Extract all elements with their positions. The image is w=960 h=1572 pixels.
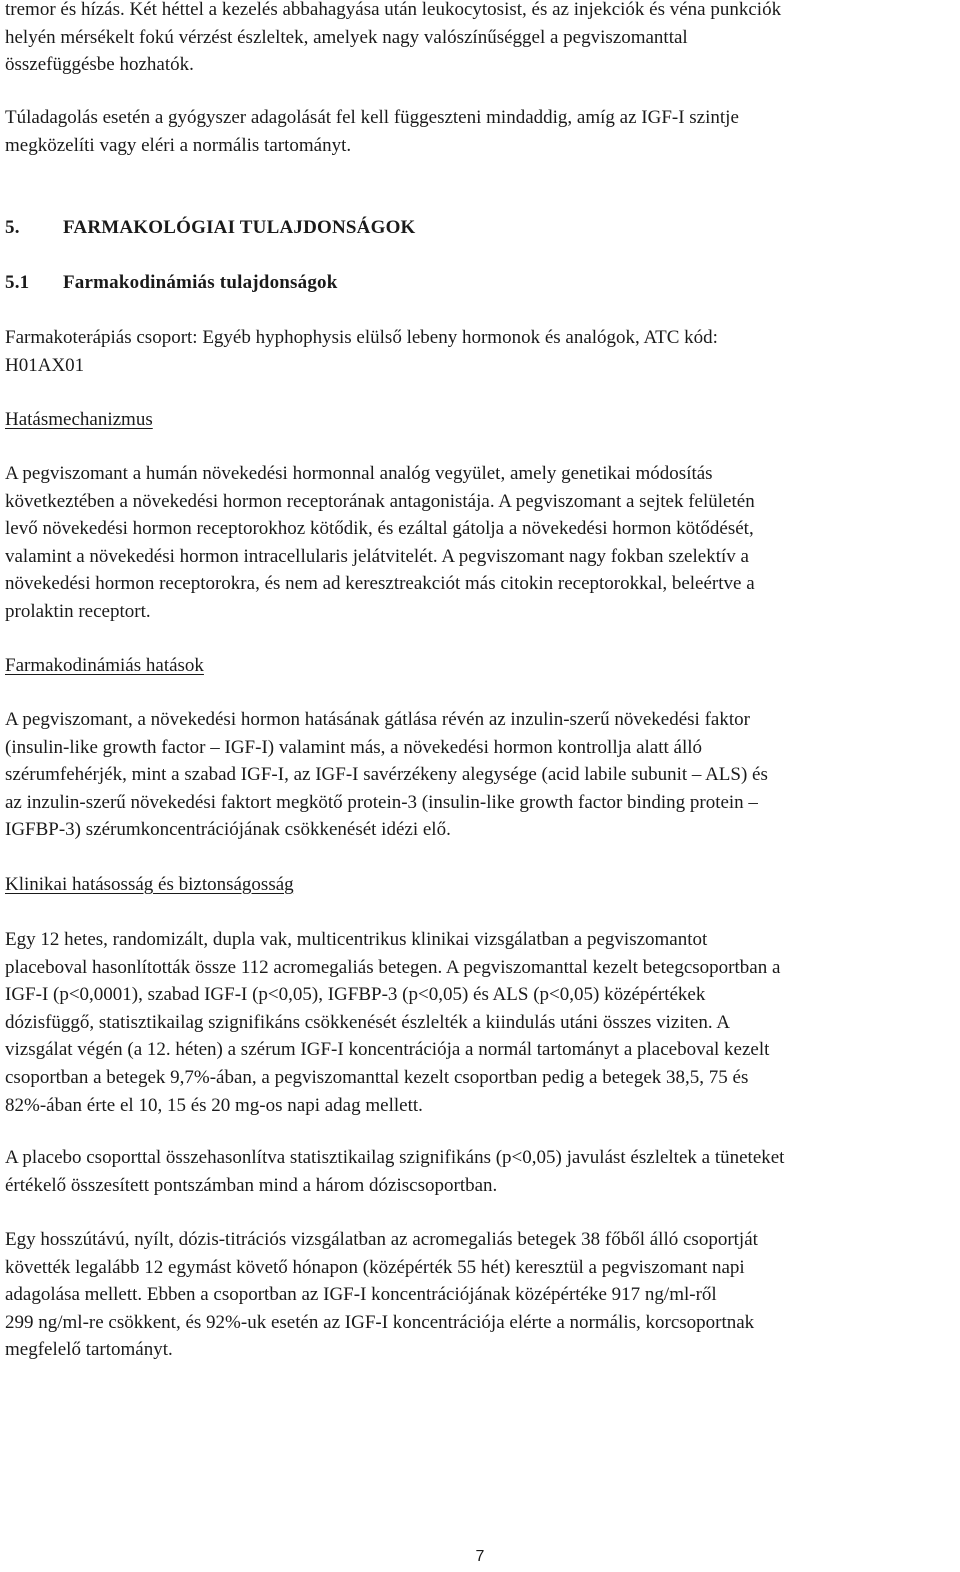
text-line: prolaktin receptort. [5,600,151,622]
text-line: összefüggésbe hozhatók. [5,54,194,76]
section-heading-5-1 [5,269,338,296]
section-number: 5.1 [5,272,30,293]
text-line: 82%-ában érte el 10, 15 és 20 mg-os napi adag mellett. [5,1094,423,1116]
text-line: követték legalább 12 egymást követő hónapon (középérték 55 hét) keresztül a pegviszomant napi [5,1256,745,1278]
paragraph-pharmacotherapeutic-group [5,324,957,379]
text-line: dózisfüggő, statisztikailag szignifikáns csökkenését észlelték a kiindulás utáni összes viziten. A [5,1011,730,1033]
text-line: placeboval hasonlították össze 112 acromegaliás betegen. A pegviszomanttal kezelt betegcsoportban a [5,956,781,978]
text-line: 299 ng/ml-re csökkent, és 92%-uk esetén az IGF-I koncentrációja elérte a normális, korcsoportnak [5,1311,755,1333]
text-line: A placebo csoporttal összehasonlítva statisztikailag szignifikáns (p<0,05) javulást észleltek a tüneteket [5,1147,785,1168]
paragraph-mechanism [5,460,957,626]
text-line: IGFBP-3) szérumkoncentrációjának csökkenését idézi elő. [5,819,451,841]
section-heading-5 [5,214,416,241]
paragraph-overdose-adverse-events [5,0,957,79]
subheading-mechanism: Hatásmechanizmus [5,409,153,430]
text-line: helyén mérsékelt fokú vérzést észleltek, amelyek nagy valószínűséggel a pegviszomanttal [5,26,688,48]
text-line: megfelelő tartományt. [5,1339,173,1361]
page-number: 7 [475,1548,485,1565]
text-line: levő növekedési hormon receptorokhoz kötődik, és ezáltal gátolja a növekedési hormon kötődését, [5,518,754,540]
subheading-pd-effects: Farmakodinámiás hatások [5,655,204,676]
text-line: megközelíti vagy eléri a normális tartományt. [5,134,352,156]
text-line: valamint a növekedési hormon intracellularis jelátvitelét. A pegviszomant nagy fokban szelektív a [5,545,749,567]
section-title: FARMAKOLÓGIAI TULAJDONSÁGOK [63,217,416,238]
paragraph-pd-effects [5,706,957,844]
text-line: következtében a növekedési hormon receptorának antagonistája. A pegviszomant a sejtek felületén [5,490,755,512]
paragraph-overdose-management [5,104,957,159]
text-line: csoportban a betegek 9,7%-ában, a pegviszomanttal kezelt csoportban pedig a betegek 38,5, 75 és [5,1066,749,1088]
text-line: szérumfehérjék, mint a szabad IGF-I, az IGF-I savérzékeny alegysége (acid labile subunit – ALS) és [5,764,768,786]
text-line: értékelő összesített pontszámban mind a három dóziscsoportban. [5,1174,498,1196]
paragraph-symptom-score [5,1144,957,1199]
text-line: (insulin-like growth factor – IGF-I) valamint más, a növekedési hormon kontrollja alatt álló [5,736,703,758]
text-line: Túladagolás esetén a gyógyszer adagolását fel kell függeszteni mindaddig, amíg az IGF-I szintje [5,107,739,128]
text-line: Farmakoterápiás csoport: Egyéb hyphophysis elülső lebeny hormonok és analógok, ATC kód: [5,327,718,348]
text-line: az inzulin-szerű növekedési faktort megkötő protein-3 (insulin-like growth factor binding protein – [5,791,758,813]
paragraph-long-term-study [5,1226,957,1364]
text-line: növekedési hormon receptorokra, és nem ad keresztreakciót más citokin receptorokkal, beleértve a [5,573,755,595]
section-number: 5. [5,217,20,238]
section-title: Farmakodinámiás tulajdonságok [63,272,338,293]
subheading-clinical: Klinikai hatásosság és biztonságosság [5,874,294,895]
text-line: Egy 12 hetes, randomizált, dupla vak, multicentrikus klinikai vizsgálatban a pegviszomantot [5,929,708,950]
text-line: IGF-I (p<0,0001), szabad IGF-I (p<0,05), IGFBP-3 (p<0,05) és ALS (p<0,05) középértékek [5,984,706,1006]
text-line: A pegviszomant, a növekedési hormon hatásának gátlása révén az inzulin-szerű növekedési faktor [5,709,750,730]
paragraph-clinical-trial-12wk [5,926,957,1119]
text-line: vizsgálat végén (a 12. héten) a szérum IGF-I koncentrációja a normál tartományt a placeboval kezelt [5,1039,770,1061]
text-line: A pegviszomant a humán növekedési hormonnal analóg vegyület, amely genetikai módosítás [5,463,713,484]
text-line: adagolása mellett. Ebben a csoportban az IGF-I koncentrációjának középértéke 917 ng/ml-ről [5,1284,717,1306]
text-line: Egy hosszútávú, nyílt, dózis-titrációs vizsgálatban az acromegaliás betegek 38 főből álló csoportját [5,1229,758,1250]
text-line: tremor és hízás. Két héttel a kezelés abbahagyása után leukocytosist, és az injekciók és véna punkciók [5,0,782,20]
text-line: H01AX01 [5,354,85,376]
